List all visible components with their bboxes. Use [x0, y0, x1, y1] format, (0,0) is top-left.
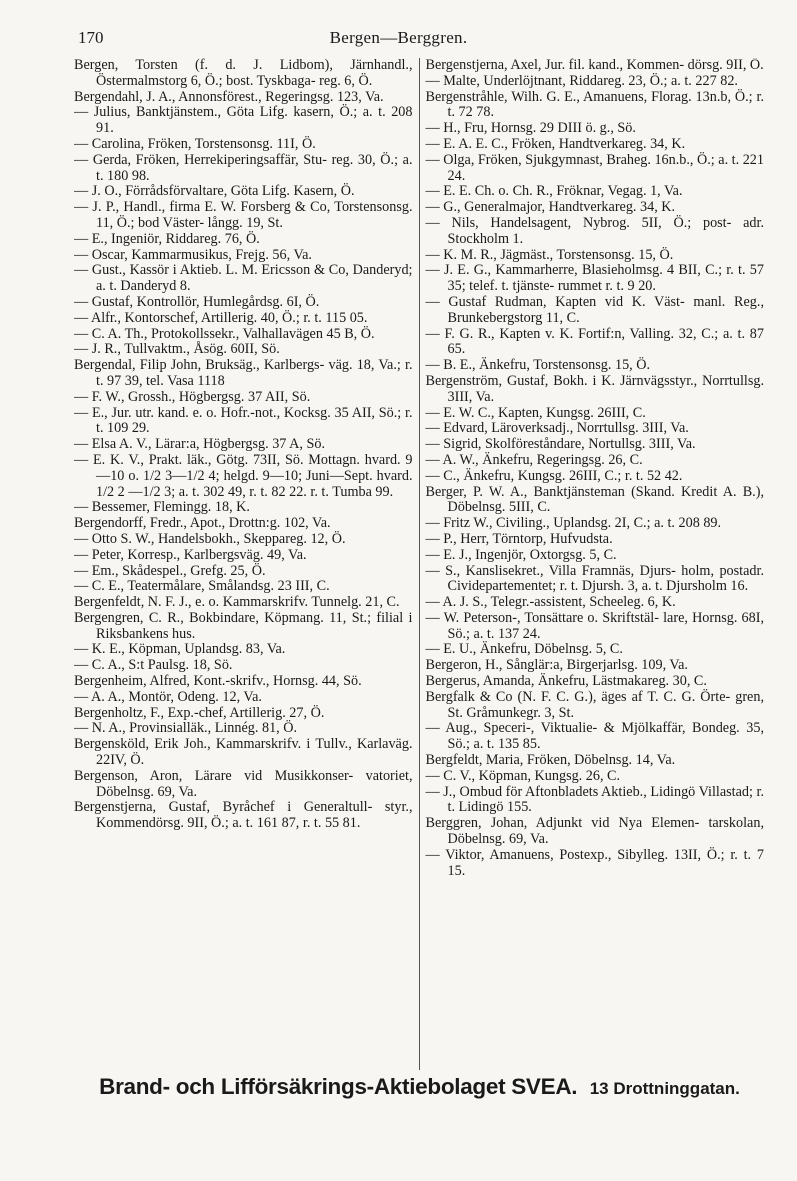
advert-text: Brand- och Lifförsäkrings-Aktiebolaget SVEA. [99, 1074, 578, 1099]
directory-entry: — N. A., Provinsialläk., Linnég. 81, Ö. [74, 720, 298, 737]
directory-entry: — P., Herr, Törntorp, Hufvudsta. [425, 530, 613, 547]
directory-entry: — Gerda, Fröken, Herrekiperingsaffär, Stu- reg. 30, Ö.; a. t. 180 98. [74, 151, 413, 184]
directory-entry: Bergen, Torsten (f. d. J. Lidbom), Järnhandl., Östermalmstorg 6, Ö.; bost. Tyskbaga- reg. 6, Ö. [74, 58, 413, 89]
page-header [60, 28, 737, 52]
directory-entry: — J. P., Handl., firma E. W. Forsberg & Co, Torstensonsg. 11, Ö.; bod Väster- långg. 19, St. [74, 199, 413, 231]
directory-entry: — A. W., Änkefru, Regeringsg. 26, C. [425, 451, 643, 468]
directory-entry: — E. W. C., Kapten, Kungsg. 26III, C. [425, 404, 646, 421]
directory-entry: — G., Generalmajor, Handtverkareg. 34, K. [425, 199, 676, 216]
directory-entry: Bergenstråhle, Wilh. G. E., Amanuens, Florag. 13n.b, Ö.; r. t. 72 78. [425, 88, 764, 121]
directory-entry: Bergerus, Amanda, Änkefru, Lästmakareg. 30, C. [425, 673, 707, 690]
directory-entry: — A. A., Montör, Odeng. 12, Va. [74, 688, 262, 705]
directory-entry: Bergendal, Filip John, Bruksäg., Karlbergs- väg. 18, Va.; r. t. 97 39, tel. Vasa 1118 [74, 357, 413, 389]
directory-entry: — Gustaf, Kontrollör, Humlegårdsg. 6I, Ö. [74, 293, 320, 310]
directory-entry: — K. M. R., Jägmäst., Torstensonsg. 15, Ö. [425, 246, 674, 263]
directory-entry: — Alfr., Kontorschef, Artillerig. 40, Ö.; r. t. 115 05. [74, 309, 368, 326]
footer-advertisement [82, 1074, 757, 1100]
directory-entry: Berger, P. W. A., Banktjänsteman (Skand. Kredit A. B.), Döbelnsg. 5III, C. [425, 483, 764, 516]
directory-entry: — Elsa A. V., Lärar:a, Högbergsg. 37 A, Sö. [74, 436, 326, 453]
directory-entry: — Olga, Fröken, Sjukgymnast, Braheg. 16n.b., Ö.; a. t. 221 24. [425, 151, 764, 184]
directory-entry: — Carolina, Fröken, Torstensonsg. 11I, Ö. [74, 135, 316, 152]
directory-entry: — C. E., Teatermålare, Smålandsg. 23 III, C. [74, 578, 330, 595]
directory-entry: — W. Peterson-, Tonsättare o. Skriftstäl- lare, Hornsg. 68I, Sö.; a. t. 137 24. [425, 609, 764, 642]
directory-entry: Bergenström, Gustaf, Bokh. i K. Järnvägsstyr., Norrtullsg. 3III, Va. [425, 372, 764, 405]
directory-entry: Bergenson, Aron, Lärare vid Musikkonser- vatoriet, Döbelnsg. 69, Va. [74, 767, 413, 800]
directory-entry: Bergensköld, Erik Joh., Kammarskrifv. i Tullv., Karlaväg. 22IV, Ö. [74, 736, 413, 769]
directory-entry: — Viktor, Amanuens, Postexp., Sibylleg. 13II, Ö.; r. t. 7 15. [425, 846, 764, 879]
directory-entry: Bergenholtz, F., Exp.-chef, Artillerig. 27, Ö. [74, 704, 325, 721]
directory-entry: — Edvard, Läroverksadj., Norrtullsg. 3III, Va. [425, 420, 689, 437]
directory-entry: — Nils, Handelsagent, Nybrog. 5II, Ö.; post- adr. Stockholm 1. [425, 214, 764, 247]
directory-entry: — Julius, Banktjänstem., Göta Lifg. kasern, Ö.; a. t. 208 91. [74, 104, 413, 137]
directory-entry: Bergendorff, Fredr., Apot., Drottn:g. 102, Va. [74, 515, 331, 532]
directory-entry: — E., Ingeniör, Riddareg. 76, Ö. [74, 230, 260, 247]
directory-entry: Bergfeldt, Maria, Fröken, Döbelnsg. 14, Va. [425, 752, 676, 769]
directory-entry: — J. R., Tullvaktm., Åsög. 60II, Sö. [74, 341, 280, 358]
directory-entry: Bergendahl, J. A., Annonsförest., Regeringsg. 123, Va. [74, 88, 384, 105]
directory-entry: Bergenstjerna, Gustaf, Byråchef i Generaltull- styr., Kommendörsg. 9II, Ö.; a. t. 161 87, r. t. 55 81. [74, 799, 413, 832]
directory-entry: — F. W., Grossh., Högbergsg. 37 AII, Sö. [74, 388, 311, 405]
directory-entry: — F. G. R., Kapten v. K. Fortif:n, Valling. 32, C.; a. t. 87 65. [425, 325, 764, 358]
directory-entry: Bergenheim, Alfred, Kont.-skrifv., Hornsg. 44, Sö. [74, 673, 362, 690]
directory-entry: — Bessemer, Flemingg. 18, K. [74, 499, 250, 516]
directory-entry: — C. A., S:t Paulsg. 18, Sö. [74, 657, 233, 674]
directory-entry: — E. K. V., Prakt. läk., Götg. 73II, Sö. Mottagn. hvard. 9—10 o. 1/2 3—1/2 4; helgd. 9—10; Juni—Sept. hvard. 1/2 2 —1/2 3; a. t. 302 49, r. t. 82 22. r. t. Tumba 99. [74, 451, 413, 500]
directory-entry: — J., Ombud för Aftonbladets Aktieb., Lidingö Villastad; r. t. Lidingö 155. [425, 783, 764, 816]
directory-entry: Bergeron, H., Sånglär:a, Birgerjarlsg. 109, Va. [425, 657, 688, 674]
directory-entry: — Peter, Korresp., Karlbergsväg. 49, Va. [74, 546, 307, 563]
directory-entry: — E. U., Änkefru, Döbelnsg. 5, C. [425, 641, 623, 658]
directory-entry: — Oscar, Kammarmusikus, Frejg. 56, Va. [74, 246, 312, 263]
directory-entry: — Fritz W., Civiling., Uplandsg. 2I, C.; a. t. 208 89. [425, 515, 722, 532]
directory-entry: — A. J. S., Telegr.-assistent, Scheeleg. 6, K. [425, 594, 676, 611]
directory-entry: — E. J., Ingenjör, Oxtorgsg. 5, C. [425, 546, 617, 563]
directory-entry: — C. A. Th., Protokollssekr., Valhallavägen 45 B, Ö. [74, 325, 375, 342]
directory-entry: — J. O., Förrådsförvaltare, Göta Lifg. Kasern, Ö. [74, 183, 355, 200]
advert-address: 13 Drottninggatan. [589, 1079, 740, 1098]
directory-entry: — Aug., Speceri-, Viktualie- & Mjölkaffär, Bondeg. 35, Sö.; a. t. 135 85. [425, 720, 764, 753]
directory-entry: — E. E. Ch. o. Ch. R., Fröknar, Vegag. 1, Va. [425, 183, 683, 200]
directory-entry: Bergenfeldt, N. F. J., e. o. Kammarskrifv. Tunnelg. 21, C. [74, 594, 400, 611]
directory-entry: — H., Fru, Hornsg. 29 DIII ö. g., Sö. [425, 120, 636, 137]
directory-entry: — C., Änkefru, Kungsg. 26III, C.; r. t. 52 42. [425, 467, 683, 484]
running-head: Bergen—Berggren. [329, 28, 468, 47]
left-column [74, 58, 419, 1070]
directory-entry: — E. A. E. C., Fröken, Handtverkareg. 34, K. [425, 135, 686, 152]
directory-entry: Berggren, Johan, Adjunkt vid Nya Elemen- tarskolan, Döbelnsg. 69, Va. [425, 815, 764, 848]
directory-entry: — S., Kanslisekret., Villa Framnäs, Djurs- holm, postadr. Cividepartementet; r. t. Djursh. 3, a. t. Djursholm 16. [425, 562, 764, 595]
directory-entry: — K. E., Köpman, Uplandsg. 83, Va. [74, 641, 286, 658]
directory-columns [74, 58, 764, 1070]
directory-entry: — Malte, Underlöjtnant, Riddareg. 23, Ö.; a. t. 227 82. [425, 72, 738, 89]
directory-entry: — Em., Skådespel., Grefg. 25, Ö. [74, 562, 266, 579]
directory-entry: — E., Jur. utr. kand. e. o. Hofr.-not., Kocksg. 35 AII, Sö.; r. t. 109 29. [74, 404, 413, 437]
directory-entry: Bergengren, C. R., Bokbindare, Köpmang. 11, St.; filial i Riksbankens hus. [74, 609, 413, 642]
directory-entry: — Sigrid, Skolföreståndare, Nortullsg. 3III, Va. [425, 436, 696, 453]
page-number: 170 [78, 28, 104, 47]
directory-entry: — B. E., Änkefru, Torstensonsg. 15, Ö. [425, 357, 651, 374]
directory-entry: — Otto S. W., Handelsbokh., Skeppareg. 12, Ö. [74, 530, 346, 547]
directory-entry: — Gustaf Rudman, Kapten vid K. Väst- manl. Reg., Brunkebergstorg 11, C. [425, 293, 764, 326]
right-column [420, 58, 765, 1070]
directory-entry: — C. V., Köpman, Kungsg. 26, C. [425, 767, 621, 784]
directory-entry: Bergfalk & Co (N. F. C. G.), äges af T. C. G. Örte- gren, St. Gråmunkegr. 3, St. [425, 688, 764, 721]
directory-entry: — J. E. G., Kammarherre, Blasieholmsg. 4 BII, C.; r. t. 57 35; telef. t. tjänste- rummet r. t. 9 20. [425, 262, 764, 295]
directory-entry: — Gust., Kassör i Aktieb. L. M. Ericsson & Co, Danderyd; a. t. Danderyd 8. [74, 262, 413, 295]
directory-entry: Bergenstjerna, Axel, Jur. fil. kand., Kommen- dörsg. 9II, Ö. [425, 58, 764, 73]
